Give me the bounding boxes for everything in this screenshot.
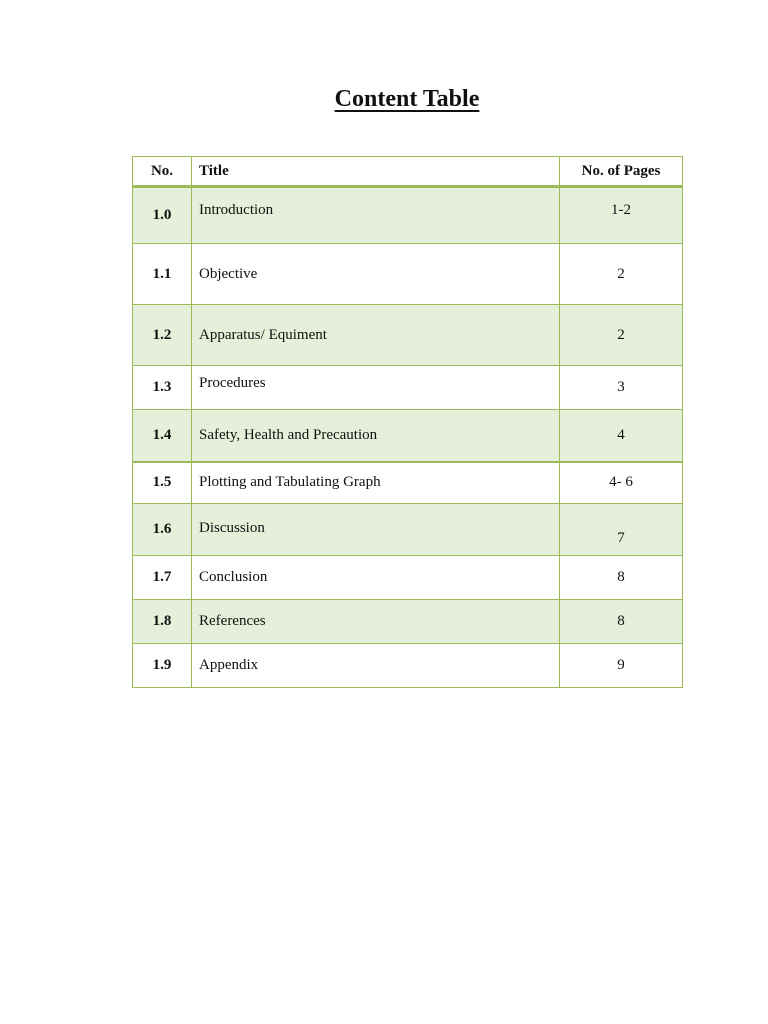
page-range: 1-2 — [560, 187, 683, 244]
column-header-title: Title — [192, 157, 560, 187]
table-row — [133, 600, 683, 644]
section-title: Plotting and Tabulating Graph — [192, 462, 560, 504]
content-table — [132, 156, 683, 688]
page-range: 2 — [560, 305, 683, 366]
section-number: 1.8 — [133, 600, 192, 644]
table-row — [133, 187, 683, 244]
section-title: Introduction — [192, 187, 560, 244]
table-row — [133, 504, 683, 556]
section-title: References — [192, 600, 560, 644]
section-title: Discussion — [192, 504, 560, 556]
section-number: 1.2 — [133, 305, 192, 366]
table-row — [133, 305, 683, 366]
section-number: 1.9 — [133, 644, 192, 688]
column-header-pages: No. of Pages — [560, 157, 683, 187]
page-range: 8 — [560, 600, 683, 644]
section-title: Objective — [192, 244, 560, 305]
page-range: 3 — [560, 366, 683, 410]
column-header-no: No. — [133, 157, 192, 187]
section-number: 1.3 — [133, 366, 192, 410]
section-title: Safety, Health and Precaution — [192, 410, 560, 462]
section-title: Conclusion — [192, 556, 560, 600]
table-row — [133, 556, 683, 600]
section-title: Procedures — [192, 366, 560, 410]
table-row — [133, 410, 683, 462]
section-number: 1.6 — [133, 504, 192, 556]
page-range: 9 — [560, 644, 683, 688]
section-title: Appendix — [192, 644, 560, 688]
section-number: 1.5 — [133, 462, 192, 504]
page-range: 2 — [560, 244, 683, 305]
page-title: Content Table — [334, 86, 480, 112]
table-row — [133, 644, 683, 688]
table-row — [133, 244, 683, 305]
section-number: 1.0 — [133, 187, 192, 244]
page-range: 8 — [560, 556, 683, 600]
table-row — [133, 462, 683, 504]
section-number: 1.1 — [133, 244, 192, 305]
page-range: 4 — [560, 410, 683, 462]
page-range: 4- 6 — [560, 462, 683, 504]
section-title: Apparatus/ Equiment — [192, 305, 560, 366]
page-range: 7 — [560, 504, 683, 556]
table-row — [133, 366, 683, 410]
section-number: 1.4 — [133, 410, 192, 462]
table-header-row — [133, 157, 683, 187]
section-number: 1.7 — [133, 556, 192, 600]
